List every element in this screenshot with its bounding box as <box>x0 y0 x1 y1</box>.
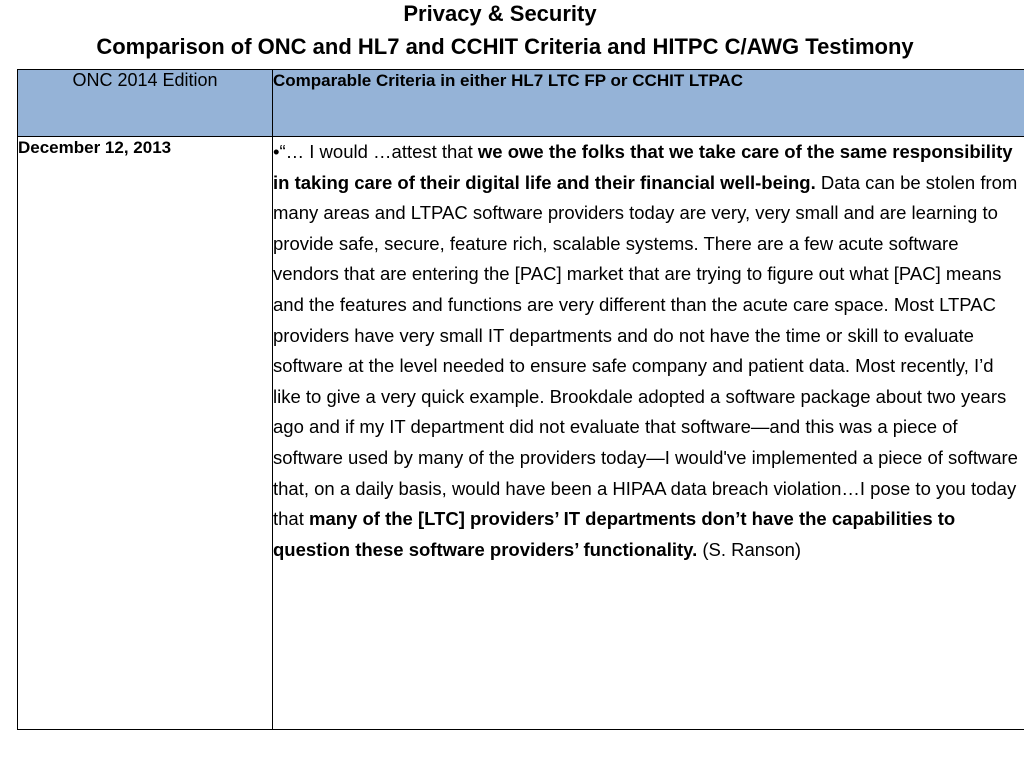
testimony-attribution: (S. Ranson) <box>697 538 802 560</box>
column-header-onc: ONC 2014 Edition <box>18 70 273 137</box>
column-header-comparable-criteria: Comparable Criteria in either HL7 LTC FP or CCHIT LTPAC <box>273 70 1024 137</box>
testimony-cell <box>273 137 1024 730</box>
slide-subtitle: Comparison of ONC and HL7 and CCHIT Criteria and HITPC C/AWG Testimony <box>96 34 914 59</box>
table-header-row <box>18 70 1024 137</box>
comparison-table <box>17 69 1024 730</box>
slide-title: Privacy & Security <box>403 1 597 26</box>
date-cell: December 12, 2013 <box>18 137 273 730</box>
testimony-emphasis-1: we owe the folks that we take care of the same responsibility in taking care of their digital life and their financial well-being. <box>273 141 1013 193</box>
table-row <box>18 137 1024 730</box>
testimony-emphasis-2: many of the [LTC] providers’ IT departments don’t have the capabilities to question these software providers’ functionality. <box>273 508 956 560</box>
testimony-text-body: Data can be stolen from many areas and LTPAC software providers today are very, very small and are learning to provide safe, secure, feature rich, scalable systems. There are a few acute software vendors that are entering the [PAC] market that are trying to figure out what [PAC] means and the features and functions are very different than the acute care space. Most LTPAC providers have very small IT departments and do not have the time or skill to evaluate software at the level needed to ensure safe company and patient data. Most recently, I’d like to give a very quick example. Brookdale adopted a software package about two years ago and if my IT department did not evaluate that software—and this was a piece of software used by many of the providers today—I would've implemented a piece of software that, on a daily basis, would have been a HIPAA data breach violation…I pose to you today that <box>273 171 1018 530</box>
testimony-text-intro: •“… I would …attest that <box>273 141 478 162</box>
